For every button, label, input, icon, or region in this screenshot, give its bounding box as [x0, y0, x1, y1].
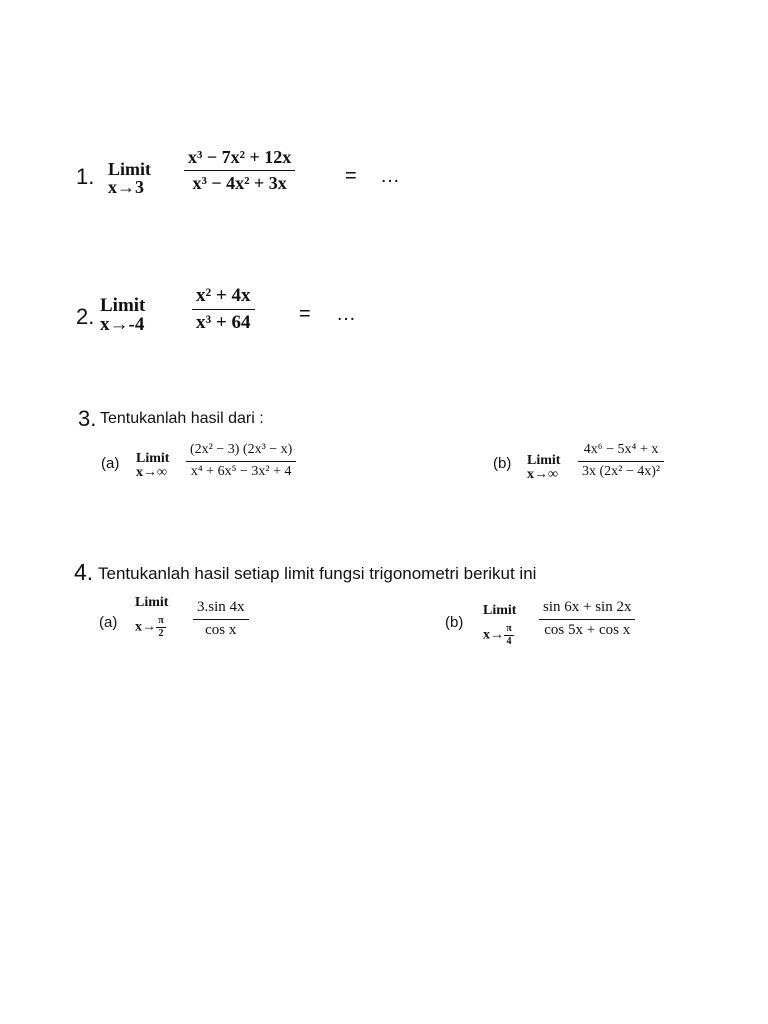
problem-4-instruction: Tentukanlah hasil setiap limit fungsi trigonometri berikut ini: [98, 564, 537, 583]
problem-4a-limit: [135, 596, 168, 639]
fraction-bar: [192, 309, 255, 310]
limit-subscript: [135, 616, 168, 639]
numerator: x³ − 7x² + 12x: [188, 147, 292, 167]
limit-arrow: x→: [483, 627, 504, 643]
problem-1-ellipsis: …: [380, 165, 400, 187]
problem-3b-limit: [527, 454, 560, 482]
numerator: 3.sin 4x: [197, 599, 245, 615]
pi-symbol: π: [506, 623, 512, 634]
problem-1-fraction: [184, 148, 295, 193]
fraction-bar: [539, 619, 635, 620]
problem-4a-fraction: [193, 600, 249, 639]
pi-divisor: 4: [506, 636, 512, 647]
problem-3a-limit: [136, 452, 169, 480]
problem-4-number: 4.: [74, 559, 94, 585]
problem-4b-label: (b): [445, 614, 464, 631]
problem-1-limit: [108, 160, 151, 196]
pi-over-4: [504, 624, 514, 647]
limit-subscript: x→3: [108, 177, 144, 197]
problem-3-instruction: Tentukanlah hasil dari :: [100, 410, 264, 427]
numerator: sin 6x + sin 2x: [543, 599, 632, 615]
problem-3b-fraction: [578, 443, 664, 480]
limit-subscript: x→∞: [527, 467, 558, 482]
problem-4b-fraction: [539, 600, 635, 639]
limit-word: Limit: [100, 295, 146, 316]
problem-4b-limit: [483, 604, 516, 647]
problem-4a-label: (a): [99, 614, 118, 631]
numerator: (2x² − 3) (2x³ − x): [190, 442, 293, 457]
problem-2-fraction: [192, 286, 255, 333]
denominator: x⁴ + 6x⁵ − 3x² + 4: [190, 464, 292, 480]
denominator: x³ − 4x² + 3x: [192, 173, 287, 194]
fraction-bar: [184, 170, 295, 171]
denominator: 3x (2x² − 4x)²: [582, 464, 661, 480]
numerator: x² + 4x: [196, 285, 251, 306]
problem-1-equals: =: [345, 165, 357, 187]
pi-divisor: 2: [158, 628, 164, 639]
pi-over-2: [156, 616, 166, 639]
problem-2-ellipsis: …: [336, 303, 356, 325]
problem-3a-label: (a): [101, 455, 120, 472]
limit-word: Limit: [136, 451, 170, 466]
denominator: cos 5x + cos x: [544, 622, 631, 639]
limit-word: Limit: [483, 603, 517, 618]
problem-2-limit: [100, 296, 145, 334]
denominator: x³ + 64: [196, 312, 251, 334]
problem-3-number: 3.: [78, 406, 97, 431]
fraction-bar: [193, 619, 249, 620]
limit-subscript: [483, 624, 516, 647]
numerator: 4x⁶ − 5x⁴ + x: [583, 442, 659, 457]
problem-2-number: 2.: [76, 304, 95, 329]
problem-3b-label: (b): [493, 455, 512, 472]
fraction-bar: [186, 461, 296, 462]
problem-3a-fraction: [186, 443, 296, 480]
denominator: cos x: [205, 622, 237, 639]
limit-subscript: x→∞: [136, 465, 167, 480]
limit-word: Limit: [108, 159, 151, 179]
limit-subscript: x→-4: [100, 314, 145, 335]
limit-word: Limit: [527, 453, 561, 468]
fraction-bar: [578, 461, 664, 462]
problem-2-equals: =: [299, 303, 311, 325]
pi-symbol: π: [158, 615, 164, 626]
limit-word: Limit: [135, 595, 169, 610]
problem-1-number: 1.: [76, 164, 95, 189]
limit-arrow: x→: [135, 619, 156, 635]
